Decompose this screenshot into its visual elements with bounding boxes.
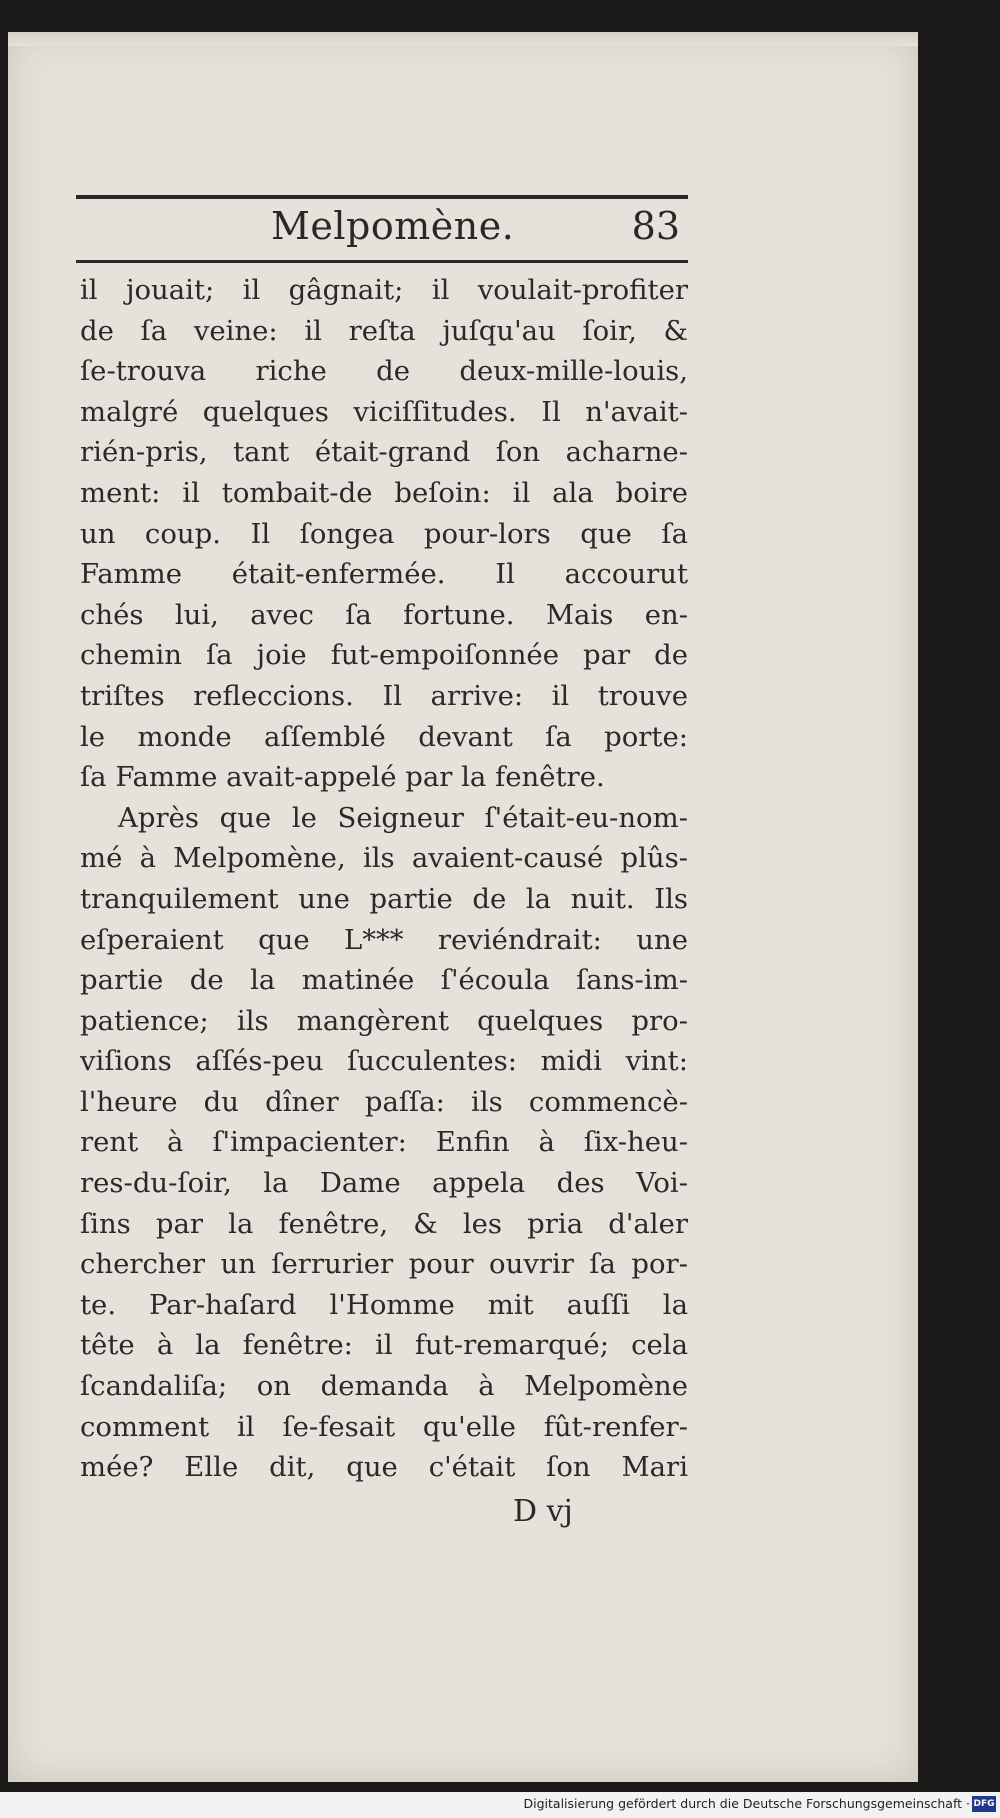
signature-mark: D vj xyxy=(513,1494,573,1529)
text-line: rién-pris, tant était-grand ſon acharne- xyxy=(80,436,688,469)
text-line: un coup. Il ſongea pour-lors que ſa xyxy=(80,517,688,550)
text-line: ſa Famme avait-appelé par la fenêtre. xyxy=(80,761,605,794)
text-line: ment: il tombait-de beſoin: il ala boire xyxy=(80,476,688,509)
paragraph-start-line: Après que le Seigneur ſ'était-eu-nom- xyxy=(118,801,688,834)
header-rule-bottom xyxy=(76,260,688,263)
page-edge xyxy=(8,32,918,46)
text-line: Famme était-enfermée. Il accourut xyxy=(80,558,688,591)
text-line: mée? Elle dit, que c'était ſon Mari xyxy=(80,1451,688,1484)
text-line: mé à Melpomène, ils avaient-causé plûs- xyxy=(80,842,688,875)
text-line: chés lui, avec ſa fortune. Mais en- xyxy=(80,598,688,631)
text-line: rent à ſ'impacienter: Enfin à ſix-heu- xyxy=(80,1126,688,1159)
running-head xyxy=(76,202,688,258)
text-line: viſions aſſés-peu ſucculentes: midi vint: xyxy=(80,1045,688,1078)
text-line: malgré quelques viciſſitudes. Il n'avait- xyxy=(80,395,688,428)
text-line: l'heure du dîner paſſa: ils commencè- xyxy=(80,1085,688,1118)
text-line: partie de la matinée ſ'écoula ſans-im- xyxy=(80,964,688,997)
text-line: chercher un ſerrurier pour ouvrir ſa por- xyxy=(80,1248,688,1281)
footer-bar xyxy=(0,1792,1000,1818)
text-line: il jouait; il gâgnait; il voulait-profiter xyxy=(80,274,688,306)
dfg-logo: DFG xyxy=(972,1796,996,1812)
text-line: tranquilement une partie de la nuit. Ils xyxy=(80,882,688,915)
text-line: ſe-trouva riche de deux-mille-louis, xyxy=(80,355,688,388)
running-title: Melpomène. xyxy=(271,204,515,248)
text-line: tête à la fenêtre: il fut-remarqué; cela xyxy=(80,1329,688,1362)
book-page xyxy=(8,32,918,1782)
text-line: comment il ſe-fesait qu'elle fût-renfer- xyxy=(80,1410,688,1443)
page-number: 83 xyxy=(631,204,680,248)
text-line: res-du-ſoir, la Dame appela des Voi- xyxy=(80,1167,688,1200)
text-line: ſcandaliſa; on demanda à Melpomène xyxy=(80,1370,688,1403)
text-line: ſins par la fenêtre, & les pria d'aler xyxy=(80,1207,688,1240)
text-line: triſtes refleccions. Il arrive: il trouve xyxy=(80,679,688,712)
body-text xyxy=(80,270,688,1488)
text-line: eſperaient que L*** reviéndrait: une xyxy=(80,923,688,956)
text-line: chemin ſa joie fut-empoiſonnée par de xyxy=(80,639,688,672)
digitization-credit: Digitalisierung gefördert durch die Deutsche Forschungsgemeinschaft · xyxy=(523,1796,970,1811)
text-line: te. Par-haſard l'Homme mit auſſi la xyxy=(80,1288,688,1321)
text-line: de ſa veine: il reſta juſqu'au ſoir, & xyxy=(80,314,688,347)
header-rule-top xyxy=(76,195,688,199)
text-line: patience; ils mangèrent quelques pro- xyxy=(80,1004,688,1037)
text-line: le monde aſſemblé devant ſa porte: xyxy=(80,720,688,753)
